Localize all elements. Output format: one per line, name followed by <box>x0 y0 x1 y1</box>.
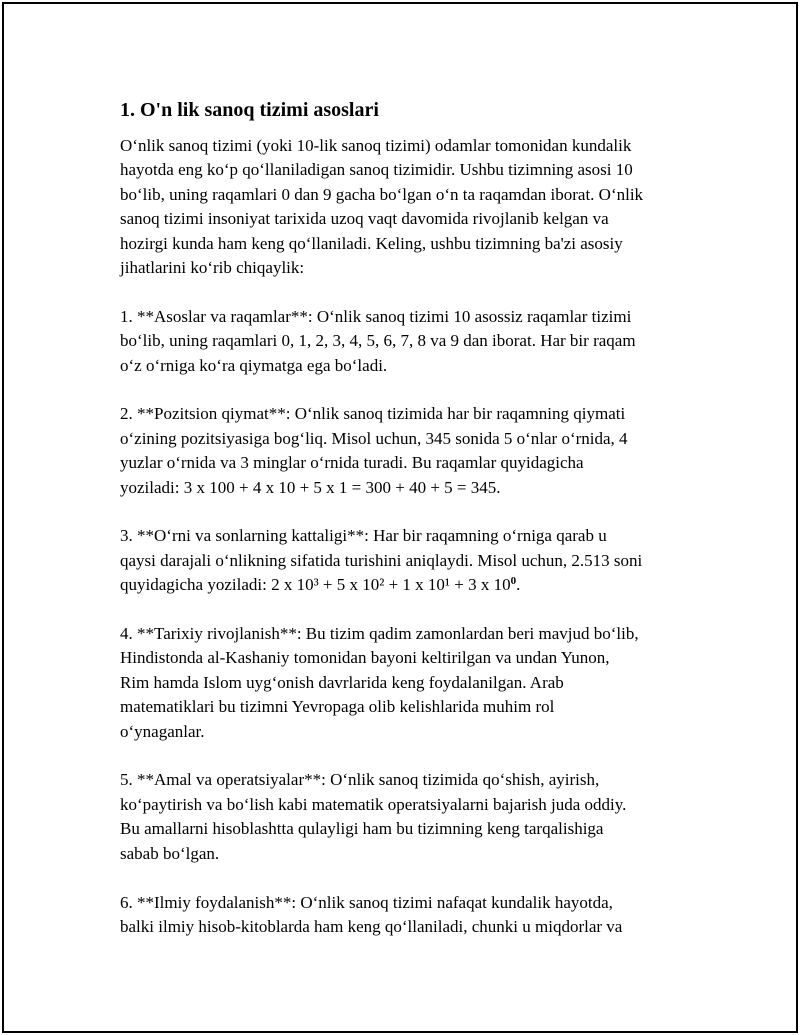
document-title: 1. O'n lik sanoq tizimi asoslari <box>120 99 379 121</box>
formula-exponent: 0 <box>510 575 517 588</box>
text-line: 3. **O‘rni va sonlarning kattaligi**: Har bir raqamning o‘rniga qarab u <box>120 526 607 546</box>
text-line: o‘zining pozitsiyasiga bog‘liq. Misol uchun, 345 sonida 5 o‘nlar o‘rnida, 4 <box>120 428 628 448</box>
text-line: bo‘lib, uning raqamlari 0 dan 9 gacha bo‘lgan o‘n ta raqamdan iborat. O‘nlik <box>120 184 644 204</box>
list-item-amal <box>120 768 690 866</box>
text-line: O‘nlik sanoq tizimi (yoki 10-lik sanoq tizimi) odamlar tomonidan kundalik <box>120 136 632 155</box>
text-line: Rim hamda Islom uyg‘onish davrlarida keng foydalanilgan. Arab <box>120 672 564 692</box>
list-item-tarixiy <box>120 622 690 744</box>
text-line: yuzlar o‘rnida va 3 minglar o‘rnida turadi. Bu raqamlar quyidagicha <box>120 453 584 473</box>
list-item-asoslar <box>120 305 690 378</box>
text-line: 6. **Ilmiy foydalanish**: O‘nlik sanoq tizimi nafaqat kundalik hayotda, <box>120 892 613 912</box>
text-line: qaysi darajali o‘nlikning sifatida turishini aniqlaydi. Misol uchun, 2.513 soni <box>120 550 643 570</box>
document-body <box>120 98 690 964</box>
list-item-pozitsion <box>120 402 690 500</box>
text-line: o‘ynaganlar. <box>120 721 205 741</box>
intro-paragraph <box>120 134 690 280</box>
text-line: o‘z o‘rniga ko‘ra qiymatga ega bo‘ladi. <box>120 355 388 375</box>
text-line: hozirgi kunda ham keng qo‘llaniladi. Keling, ushbu tizimning ba'zi asosiy <box>120 233 623 253</box>
text-line: bo‘lib, uning raqamlari 0, 1, 2, 3, 4, 5, 6, 7, 8 va 9 dan iborat. Har bir raqam <box>120 331 636 351</box>
text-line: Hindistonda al-Kashaniy tomonidan bayoni keltirilgan va undan Yunon, <box>120 648 610 668</box>
text-line: hayotda eng ko‘p qo‘llaniladigan sanoq tizimidir. Ushbu tizimning asosi 10 <box>120 160 633 180</box>
text-line: Bu amallarni hisoblashtta qulayligi ham bu tizimning keng tarqalishiga <box>120 819 604 839</box>
text-line: 5. **Amal va operatsiyalar**: O‘nlik sanoq tizimida qo‘shish, ayirish, <box>120 770 600 790</box>
text-line: 2. **Pozitsion qiymat**: O‘nlik sanoq tizimida har bir raqamning qiymati <box>120 404 626 424</box>
text-line: 1. **Asoslar va raqamlar**: O‘nlik sanoq tizimi 10 asossiz raqamlar tizimi <box>120 306 632 326</box>
text-line-formula <box>120 573 690 597</box>
list-item-orni <box>120 524 690 597</box>
text-line: sanoq tizimi insoniyat tarixida uzoq vaqt davomida rivojlanib kelgan va <box>120 209 609 229</box>
text-line: yoziladi: 3 x 100 + 4 x 10 + 5 x 1 = 300 + 40 + 5 = 345. <box>120 477 501 497</box>
text-line: sabab bo‘lgan. <box>120 843 220 863</box>
text-line: matematiklari bu tizimni Yevropaga olib kelishlarida muhim rol <box>120 697 555 717</box>
page-frame <box>2 2 798 1033</box>
text-line: jihatlarini ko‘rib chiqaylik: <box>120 258 305 278</box>
text-line: 4. **Tarixiy rivojlanish**: Bu tizim qadim zamonlardan beri mavjud bo‘lib, <box>120 624 639 644</box>
formula-end: . <box>516 575 521 595</box>
list-item-ilmiy <box>120 891 690 940</box>
text-line: balki ilmiy hisob-kitoblarda ham keng qo‘llaniladi, chunki u miqdorlar va <box>120 916 623 936</box>
formula-text: quyidagicha yoziladi: 2 x 10³ + 5 x 10² + 1 x 10¹ + 3 x 10 <box>120 575 511 595</box>
text-line: ko‘paytirish va bo‘lish kabi matematik operatsiyalarni bajarish juda oddiy. <box>120 794 627 814</box>
